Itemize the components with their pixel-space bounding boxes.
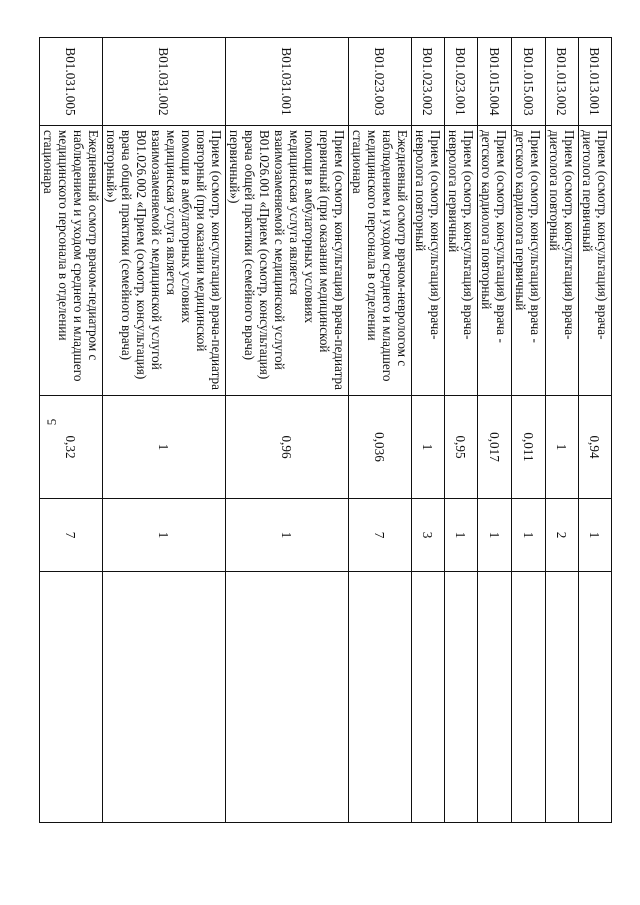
service-code-cell: B01.023.002 <box>412 38 445 126</box>
service-code-cell: B01.031.005 <box>40 38 103 126</box>
multiplicity-cell: 1 <box>478 499 512 572</box>
frequency-coefficient-cell: 0,036 <box>349 396 412 499</box>
empty-cell <box>512 572 546 823</box>
service-code-cell: B01.023.001 <box>445 38 478 126</box>
multiplicity-cell: 1 <box>226 499 349 572</box>
multiplicity-cell: 1 <box>445 499 478 572</box>
frequency-coefficient-cell: 0,32 <box>40 396 103 499</box>
service-code-cell: B01.031.001 <box>226 38 349 126</box>
multiplicity-cell: 2 <box>546 499 579 572</box>
multiplicity-cell: 1 <box>103 499 226 572</box>
service-code-cell: B01.015.003 <box>512 38 546 126</box>
frequency-coefficient-cell: 1 <box>103 396 226 499</box>
table-row <box>445 38 478 823</box>
table-row <box>546 38 579 823</box>
frequency-coefficient-cell: 0,017 <box>478 396 512 499</box>
service-name-cell: Прием (осмотр, консультация) врача-педиатра первичный (при оказании медицинской помощи в амбулаторных условиях медицинская услуга является взаимозаменяемой с медицинской услугой B01.026.001 «Прием (осмотр, консультация) врача общей практики (семейного врача) первичный») <box>226 126 349 396</box>
service-name-cell: Прием (осмотр, консультация) врача - детского кардиолога первичный <box>512 126 546 396</box>
frequency-coefficient-cell: 0,95 <box>445 396 478 499</box>
services-table <box>39 37 612 823</box>
empty-cell <box>226 572 349 823</box>
empty-cell <box>349 572 412 823</box>
service-code-cell: B01.031.002 <box>103 38 226 126</box>
frequency-coefficient-cell: 0,011 <box>512 396 546 499</box>
multiplicity-cell: 3 <box>412 499 445 572</box>
services-table-rotated <box>41 37 612 822</box>
service-code-cell: B01.015.004 <box>478 38 512 126</box>
multiplicity-cell: 1 <box>579 499 612 572</box>
frequency-coefficient-cell: 1 <box>546 396 579 499</box>
multiplicity-cell: 1 <box>512 499 546 572</box>
frequency-coefficient-cell: 0,96 <box>226 396 349 499</box>
empty-cell <box>546 572 579 823</box>
table-row <box>349 38 412 823</box>
service-name-cell: Прием (осмотр, консультация) врача-невролога первичный <box>445 126 478 396</box>
table-row <box>412 38 445 823</box>
frequency-coefficient-cell: 0,94 <box>579 396 612 499</box>
empty-cell <box>40 572 103 823</box>
table-row <box>40 38 103 823</box>
service-code-cell: B01.023.003 <box>349 38 412 126</box>
multiplicity-cell: 7 <box>349 499 412 572</box>
table-row <box>103 38 226 823</box>
table-row <box>478 38 512 823</box>
empty-cell <box>412 572 445 823</box>
service-name-cell: Прием (осмотр, консультация) врача-диетолога первичный <box>579 126 612 396</box>
table-row <box>579 38 612 823</box>
service-code-cell: B01.013.002 <box>546 38 579 126</box>
service-name-cell: Прием (осмотр, консультация) врача-диетолога повторный <box>546 126 579 396</box>
table-row <box>226 38 349 823</box>
multiplicity-cell: 7 <box>40 499 103 572</box>
service-name-cell: Прием (осмотр, консультация) врача-невролога повторный <box>412 126 445 396</box>
empty-cell <box>103 572 226 823</box>
frequency-coefficient-cell: 1 <box>412 396 445 499</box>
page-number: 5 <box>44 418 59 426</box>
service-code-cell: B01.013.001 <box>579 38 612 126</box>
service-name-cell: Прием (осмотр, консультация) врача - детского кардиолога повторный <box>478 126 512 396</box>
service-name-cell: Прием (осмотр, консультация) врача-педиатра повторный (при оказании медицинской помощи в амбулаторных условиях медицинская услуга является взаимозаменяемой с медицинской услугой B01.026.002 «Прием (осмотр, консультация) врача общей практики (семейного врача) повторный») <box>103 126 226 396</box>
service-name-cell: Ежедневный осмотр врачом-педиатром с наблюдением и уходом среднего и младшего медицинского персонала в отделении стационара <box>40 126 103 396</box>
service-name-cell: Ежедневный осмотр врачом-неврологом с наблюдением и уходом среднего и младшего медицинского персонала в отделении стационара <box>349 126 412 396</box>
empty-cell <box>445 572 478 823</box>
table-row <box>512 38 546 823</box>
empty-cell <box>478 572 512 823</box>
table-body <box>40 38 612 823</box>
empty-cell <box>579 572 612 823</box>
